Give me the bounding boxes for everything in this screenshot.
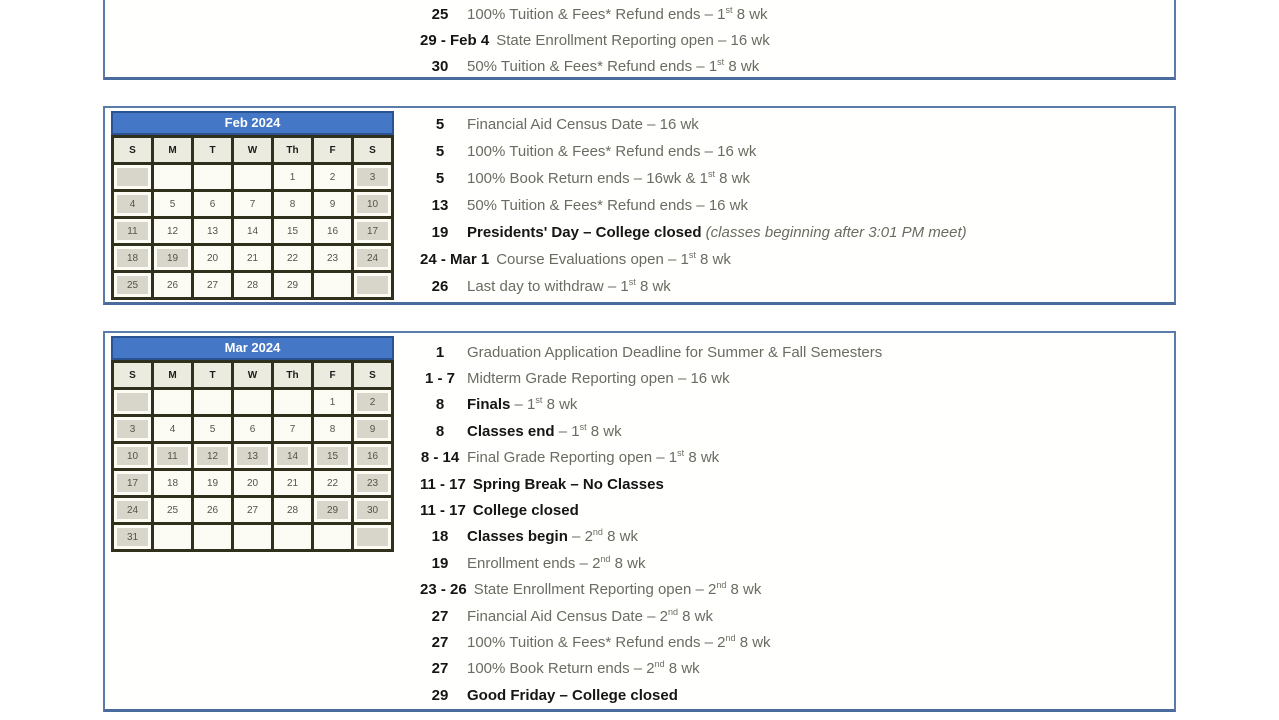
calendar-day-cell: 3 (113, 416, 153, 443)
event-text: Last day to withdraw – 1st 8 wk (467, 277, 671, 295)
event-text: Graduation Application Deadline for Summer & Fall Semesters (467, 343, 883, 361)
calendar-day-cell (153, 524, 193, 551)
event-row (420, 273, 1168, 300)
calendar-day-cell: 14 (233, 218, 273, 245)
calendar-day-cell (193, 524, 233, 551)
calendar-day-cell: 12 (193, 443, 233, 470)
calendar-day-cell: 27 (233, 497, 273, 524)
calendar-day-cell (233, 524, 273, 551)
calendar-day-cell: 14 (273, 443, 313, 470)
calendar-day-cell: 22 (273, 245, 313, 272)
event-date: 29 - Feb 4 (420, 31, 490, 49)
event-row (420, 629, 1168, 655)
calendar-day-cell: 7 (233, 191, 273, 218)
calendar-day-cell (353, 524, 393, 551)
calendar-day-cell: 29 (313, 497, 353, 524)
calendar-day-cell: 25 (153, 497, 193, 524)
calendar-day-cell: 30 (353, 497, 393, 524)
calendar-day-cell: 20 (233, 470, 273, 497)
event-date: 1 - 7 (424, 370, 455, 388)
event-text: 100% Tuition & Fees* Refund ends – 16 wk (467, 143, 757, 160)
event-row (420, 524, 1168, 550)
event-row (420, 550, 1168, 576)
event-date: 29 (431, 686, 449, 704)
calendar-day-cell (313, 524, 353, 551)
calendar-day-cell: 5 (193, 416, 233, 443)
event-date: 18 (431, 528, 449, 546)
event-row (420, 1, 1168, 27)
calendar-day-cell: 2 (313, 164, 353, 191)
calendar-day-header: S (353, 362, 393, 389)
event-date: 27 (431, 633, 449, 651)
calendar-day-cell: 17 (113, 470, 153, 497)
calendar-day-cell: 19 (153, 245, 193, 272)
calendar-day-header: F (313, 137, 353, 164)
event-date: 8 (435, 396, 445, 414)
calendar-day-header: Th (273, 137, 313, 164)
calendar-day-header: W (233, 137, 273, 164)
calendar-day-cell: 16 (353, 443, 393, 470)
calendar-day-cell: 11 (153, 443, 193, 470)
event-text: 100% Book Return ends – 16wk & 1st 8 wk (467, 169, 751, 187)
calendar-day-cell: 18 (113, 245, 153, 272)
calendar-day-cell: 5 (153, 191, 193, 218)
calendar-day-cell (113, 389, 153, 416)
event-date: 19 (431, 224, 449, 241)
event-date: 5 (435, 143, 445, 160)
event-date: 26 (431, 278, 449, 295)
event-text: 100% Tuition & Fees* Refund ends – 2nd 8 wk (467, 632, 771, 651)
calendar-day-cell: 24 (113, 497, 153, 524)
calendar-day-cell: 22 (313, 470, 353, 497)
event-text: Enrollment ends – 2nd 8 wk (467, 553, 646, 572)
calendar-day-cell: 28 (273, 497, 313, 524)
calendar-day-cell (233, 164, 273, 191)
month-section-jan-partial (103, 0, 1176, 80)
event-text: State Enrollment Reporting open – 16 wk (496, 31, 770, 49)
calendar-day-cell: 2 (353, 389, 393, 416)
event-row (420, 27, 1168, 53)
event-date: 19 (431, 554, 449, 572)
calendar-day-cell: 8 (273, 191, 313, 218)
calendar-day-cell: 13 (193, 218, 233, 245)
calendar-day-cell: 15 (313, 443, 353, 470)
calendar-day-cell: 8 (313, 416, 353, 443)
calendar-day-cell (313, 272, 353, 299)
calendar-day-header: W (233, 362, 273, 389)
event-date: 24 - Mar 1 (420, 251, 490, 268)
calendar-day-cell: 7 (273, 416, 313, 443)
calendar-day-cell: 31 (113, 524, 153, 551)
event-date: 27 (431, 607, 449, 625)
event-row (420, 339, 1168, 365)
event-text: 50% Tuition & Fees* Refund ends – 16 wk (467, 197, 749, 214)
calendar-day-cell (353, 272, 393, 299)
event-row (420, 603, 1168, 629)
calendar-day-cell (273, 389, 313, 416)
event-date: 1 (435, 343, 445, 361)
calendar-day-cell: 11 (113, 218, 153, 245)
calendar-day-header: Th (273, 362, 313, 389)
calendar-day-cell: 26 (193, 497, 233, 524)
calendar-day-cell: 27 (193, 272, 233, 299)
event-text: Good Friday – College closed (467, 686, 678, 704)
event-list-mar (420, 339, 1168, 708)
event-row (420, 445, 1168, 471)
calendar-grid (111, 135, 394, 300)
event-text: 100% Book Return ends – 2nd 8 wk (467, 659, 700, 678)
event-date: 25 (431, 5, 449, 23)
event-text: Classes begin – 2nd 8 wk (467, 527, 638, 546)
event-row (420, 656, 1168, 682)
event-text: State Enrollment Reporting open – 2nd 8 wk (473, 580, 762, 599)
calendar-day-cell (153, 164, 193, 191)
event-date: 13 (431, 197, 449, 214)
event-date: 8 - 14 (420, 449, 460, 467)
calendar-day-cell: 21 (273, 470, 313, 497)
calendar-day-cell (193, 389, 233, 416)
calendar-day-cell: 10 (353, 191, 393, 218)
event-date: 11 - 17 (420, 475, 466, 493)
event-date: 23 - 26 (420, 581, 467, 599)
calendar-day-cell: 29 (273, 272, 313, 299)
calendar-grid (111, 360, 394, 552)
calendar-day-cell: 20 (193, 245, 233, 272)
event-row (420, 165, 1168, 192)
event-text: Spring Break – No Classes (472, 475, 664, 493)
calendar-day-cell: 6 (233, 416, 273, 443)
calendar-day-cell: 23 (313, 245, 353, 272)
event-row (420, 682, 1168, 708)
calendar-day-cell: 4 (153, 416, 193, 443)
event-row (420, 577, 1168, 603)
event-text: Classes end – 1st 8 wk (467, 421, 622, 440)
calendar-day-cell (153, 389, 193, 416)
calendar-day-header: S (353, 137, 393, 164)
event-row (420, 392, 1168, 418)
calendar-day-cell: 19 (193, 470, 233, 497)
calendar-day-cell: 10 (113, 443, 153, 470)
event-row (420, 111, 1168, 138)
event-row (420, 471, 1168, 497)
event-row (420, 365, 1168, 391)
event-date: 8 (435, 422, 445, 440)
event-text: Midterm Grade Reporting open – 16 wk (467, 370, 730, 388)
calendar-day-header: F (313, 362, 353, 389)
calendar-day-cell: 15 (273, 218, 313, 245)
event-text: Course Evaluations open – 1st 8 wk (496, 250, 731, 268)
mini-calendar-feb (111, 111, 394, 300)
event-date: 5 (435, 116, 445, 133)
event-text: Finals – 1st 8 wk (467, 395, 578, 414)
calendar-month-title: Mar 2024 (111, 336, 394, 360)
event-list-feb (420, 111, 1168, 300)
event-row (420, 219, 1168, 246)
event-text: 50% Tuition & Fees* Refund ends – 1st 8 wk (467, 56, 760, 75)
calendar-day-cell: 21 (233, 245, 273, 272)
event-date: 30 (431, 57, 449, 75)
event-text: Financial Aid Census Date – 16 wk (467, 116, 699, 133)
calendar-day-header: S (113, 362, 153, 389)
event-row (420, 246, 1168, 273)
calendar-day-cell: 28 (233, 272, 273, 299)
calendar-day-cell: 17 (353, 218, 393, 245)
calendar-day-header: M (153, 137, 193, 164)
event-text: Final Grade Reporting open – 1st 8 wk (467, 448, 720, 467)
calendar-day-cell: 1 (273, 164, 313, 191)
calendar-day-cell: 23 (353, 470, 393, 497)
calendar-day-cell: 9 (313, 191, 353, 218)
calendar-day-header: M (153, 362, 193, 389)
calendar-day-cell: 1 (313, 389, 353, 416)
calendar-day-cell: 13 (233, 443, 273, 470)
calendar-day-cell: 3 (353, 164, 393, 191)
event-text: 100% Tuition & Fees* Refund ends – 1st 8 wk (467, 4, 768, 23)
event-date: 27 (431, 660, 449, 678)
event-date: 5 (435, 170, 445, 187)
calendar-month-title: Feb 2024 (111, 111, 394, 135)
calendar-day-cell: 25 (113, 272, 153, 299)
event-text: College closed (472, 502, 579, 520)
calendar-day-cell (193, 164, 233, 191)
event-row (420, 138, 1168, 165)
calendar-day-cell: 12 (153, 218, 193, 245)
event-row (420, 418, 1168, 444)
calendar-day-header: T (193, 137, 233, 164)
event-text: Financial Aid Census Date – 2nd 8 wk (467, 606, 713, 625)
calendar-day-header: S (113, 137, 153, 164)
event-row (420, 497, 1168, 523)
calendar-day-cell (233, 389, 273, 416)
calendar-day-cell: 18 (153, 470, 193, 497)
calendar-day-cell: 26 (153, 272, 193, 299)
event-row (420, 53, 1168, 79)
month-section-mar (103, 331, 1176, 712)
month-section-feb (103, 106, 1176, 305)
event-row (420, 192, 1168, 219)
calendar-day-cell: 4 (113, 191, 153, 218)
calendar-day-cell: 9 (353, 416, 393, 443)
event-list-jan (420, 1, 1168, 79)
calendar-day-cell (113, 164, 153, 191)
calendar-day-cell: 6 (193, 191, 233, 218)
event-text: Presidents' Day – College closed (classes beginning after 3:01 PM meet) (467, 224, 967, 241)
calendar-day-header: T (193, 362, 233, 389)
mini-calendar-mar (111, 336, 394, 552)
event-date: 11 - 17 (420, 502, 466, 520)
calendar-day-cell (273, 524, 313, 551)
calendar-day-cell: 16 (313, 218, 353, 245)
calendar-day-cell: 24 (353, 245, 393, 272)
